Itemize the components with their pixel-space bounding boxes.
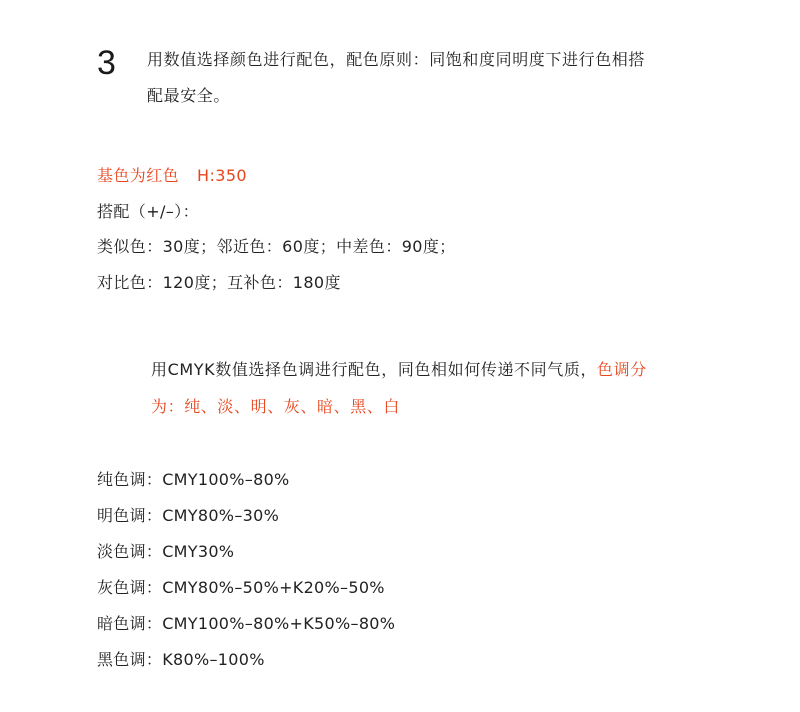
base-color-label: 基色为红色 [97, 166, 180, 185]
tone-value: CMY80%–30% [162, 506, 280, 525]
cmyk-intro-text: 用CMYK数值选择色调进行配色，同色相如何传递不同气质， [151, 360, 598, 379]
tone-row [97, 469, 290, 491]
tone-row [97, 541, 234, 563]
tone-value: CMY80%–50%+K20%–50% [162, 578, 385, 597]
base-color-heading [97, 165, 247, 187]
cmyk-intro-line-2: 为：纯、淡、明、灰、暗、黑、白 [151, 397, 401, 416]
tone-value: CMY100%–80% [162, 470, 290, 489]
tone-name: 灰色调： [97, 578, 163, 597]
cmyk-intro-accent: 色调分 [597, 360, 647, 379]
tone-row [97, 613, 395, 635]
intro-line-2: 配最安全。 [147, 86, 231, 105]
tone-name: 暗色调： [97, 614, 163, 633]
tone-value: K80%–100% [162, 650, 265, 669]
tone-row [97, 505, 279, 527]
tone-value: CMY30% [162, 542, 235, 561]
step-number: 3 [97, 44, 116, 82]
intro-line-1: 用数值选择颜色进行配色，配色原则：同饱和度同明度下进行色相搭 [147, 50, 646, 69]
matching-line-2: 对比色：120度；互补色：180度 [97, 273, 341, 292]
matching-title: 搭配（+/–）： [97, 202, 199, 221]
base-color-hue: H:350 [197, 166, 247, 185]
matching-line-1: 类似色：30度；邻近色：60度；中差色：90度； [97, 237, 456, 256]
tone-row [97, 649, 265, 671]
cmyk-intro-line-1 [151, 359, 647, 381]
tone-value: CMY100%–80%+K50%–80% [162, 614, 396, 633]
tone-name: 纯色调： [97, 470, 163, 489]
tone-row [97, 577, 385, 599]
tone-name: 黑色调： [97, 650, 163, 669]
tone-name: 淡色调： [97, 542, 163, 561]
tone-name: 明色调： [97, 506, 163, 525]
